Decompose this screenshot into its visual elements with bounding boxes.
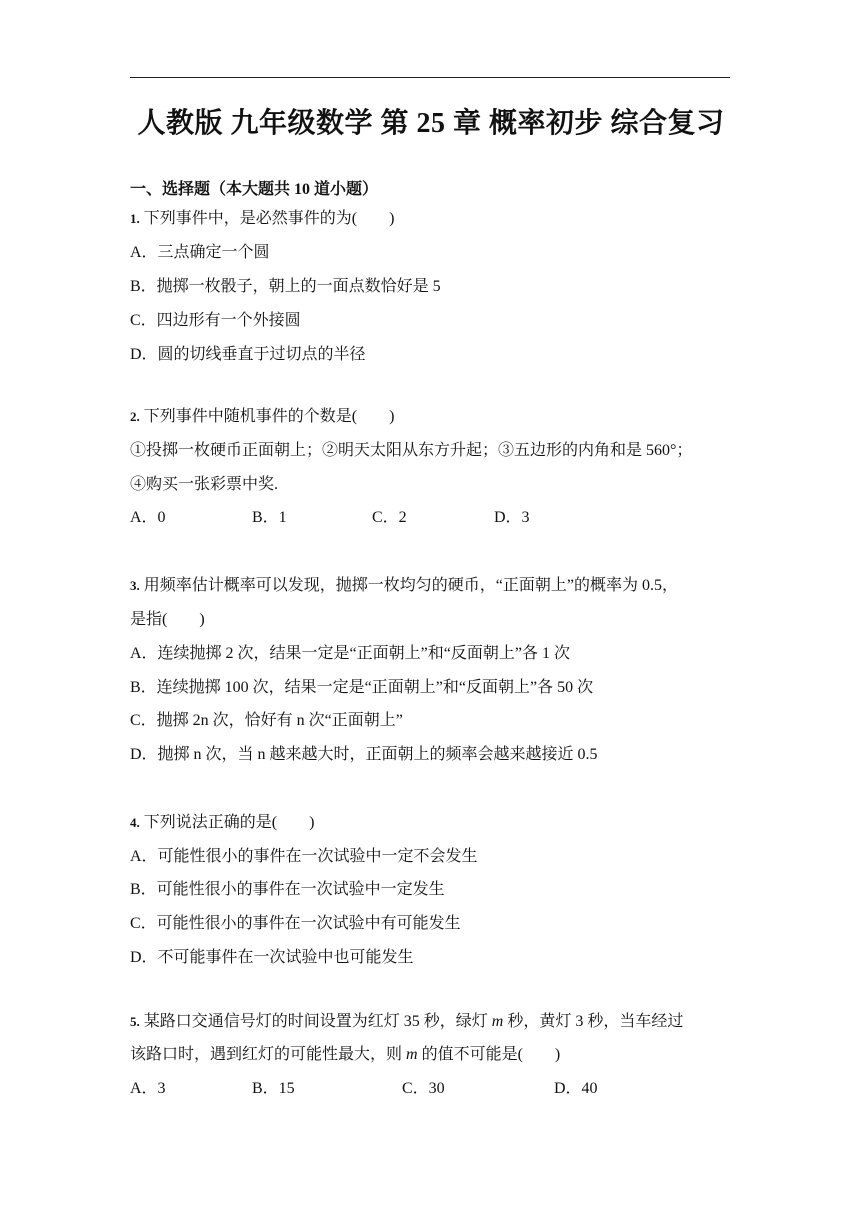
header-rule xyxy=(130,77,730,78)
question-number: 1. xyxy=(130,211,140,226)
question-2-option-a: A．0 xyxy=(130,509,166,526)
question-text-part-a: 该路口时，遇到红灯的可能性最大，则 xyxy=(130,1046,407,1063)
question-number: 5. xyxy=(130,1014,140,1029)
question-5-option-c: C．30 xyxy=(402,1080,445,1097)
question-2-stem-line-3: ④购买一张彩票中奖. xyxy=(130,476,279,493)
question-2-stem-line-2: ①投掷一枚硬币正面朝上；②明天太阳从东方升起；③五边形的内角和是 560°； xyxy=(130,442,693,459)
question-number: 3. xyxy=(130,578,140,593)
document-title: 人教版 九年级数学 第 25 章 概率初步 综合复习 xyxy=(137,108,725,139)
variable-m: m xyxy=(491,1013,504,1030)
question-4-option-a: A．可能性很小的事件在一次试验中一定不会发生 xyxy=(130,848,478,865)
section-heading: 一、选择题（本大题共 10 道小题） xyxy=(130,181,379,198)
question-3-option-c: C．抛掷 2n 次，恰好有 n 次“正面朝上” xyxy=(130,712,403,729)
question-text: 下列说法正确的是( ) xyxy=(143,814,315,831)
question-text-part-a: 某路口交通信号灯的时间设置为红灯 35 秒，绿灯 xyxy=(143,1013,492,1030)
question-text: 下列事件中随机事件的个数是( ) xyxy=(143,408,395,425)
question-4-option-c: C．可能性很小的事件在一次试验中有可能发生 xyxy=(130,915,461,932)
question-5-option-d: D．40 xyxy=(554,1080,598,1097)
question-2-option-c: C．2 xyxy=(372,509,407,526)
question-2-options xyxy=(130,508,730,528)
question-2-option-b: B．1 xyxy=(252,509,287,526)
question-text-part-b: 秒，黄灯 3 秒，当车经过 xyxy=(503,1013,684,1030)
question-text-part-b: 的值不可能是( ) xyxy=(417,1046,561,1063)
question-text: 下列事件中，是必然事件的为( ) xyxy=(143,210,395,227)
question-4-option-d: D．不可能事件在一次试验中也可能发生 xyxy=(130,949,414,966)
question-5-option-a: A．3 xyxy=(130,1080,166,1097)
question-2-option-d: D．3 xyxy=(494,509,530,526)
question-number: 2. xyxy=(130,409,140,424)
question-3-stem xyxy=(130,576,678,596)
question-5-option-b: B．15 xyxy=(252,1080,295,1097)
question-1-option-a: A．三点确定一个圆 xyxy=(130,244,270,261)
question-text: 用频率估计概率可以发现，抛掷一枚均匀的硬币，“正面朝上”的概率为 0.5， xyxy=(143,577,678,594)
question-1-option-d: D．圆的切线垂直于过切点的半径 xyxy=(130,346,366,363)
question-1-option-c: C．四边形有一个外接圆 xyxy=(130,312,301,329)
question-5-stem xyxy=(130,1012,683,1032)
question-3-stem-line-2: 是指( ) xyxy=(130,611,205,628)
variable-m: m xyxy=(406,1046,418,1063)
question-1-stem xyxy=(130,209,394,229)
question-4-stem xyxy=(130,813,314,833)
question-3-option-b: B．连续抛掷 100 次，结果一定是“正面朝上”和“反面朝上”各 50 次 xyxy=(130,679,594,696)
question-3-option-d: D．抛掷 n 次，当 n 越来越大时，正面朝上的频率会越来越接近 0.5 xyxy=(130,746,598,763)
question-4-option-b: B．可能性很小的事件在一次试验中一定发生 xyxy=(130,881,445,898)
question-2-stem xyxy=(130,407,394,427)
question-5-options xyxy=(130,1079,730,1099)
question-number: 4. xyxy=(130,815,140,830)
question-1-option-b: B．抛掷一枚骰子，朝上的一面点数恰好是 5 xyxy=(130,278,441,295)
question-5-stem-line-2 xyxy=(130,1045,560,1065)
question-3-option-a: A．连续抛掷 2 次，结果一定是“正面朝上”和“反面朝上”各 1 次 xyxy=(130,645,570,662)
